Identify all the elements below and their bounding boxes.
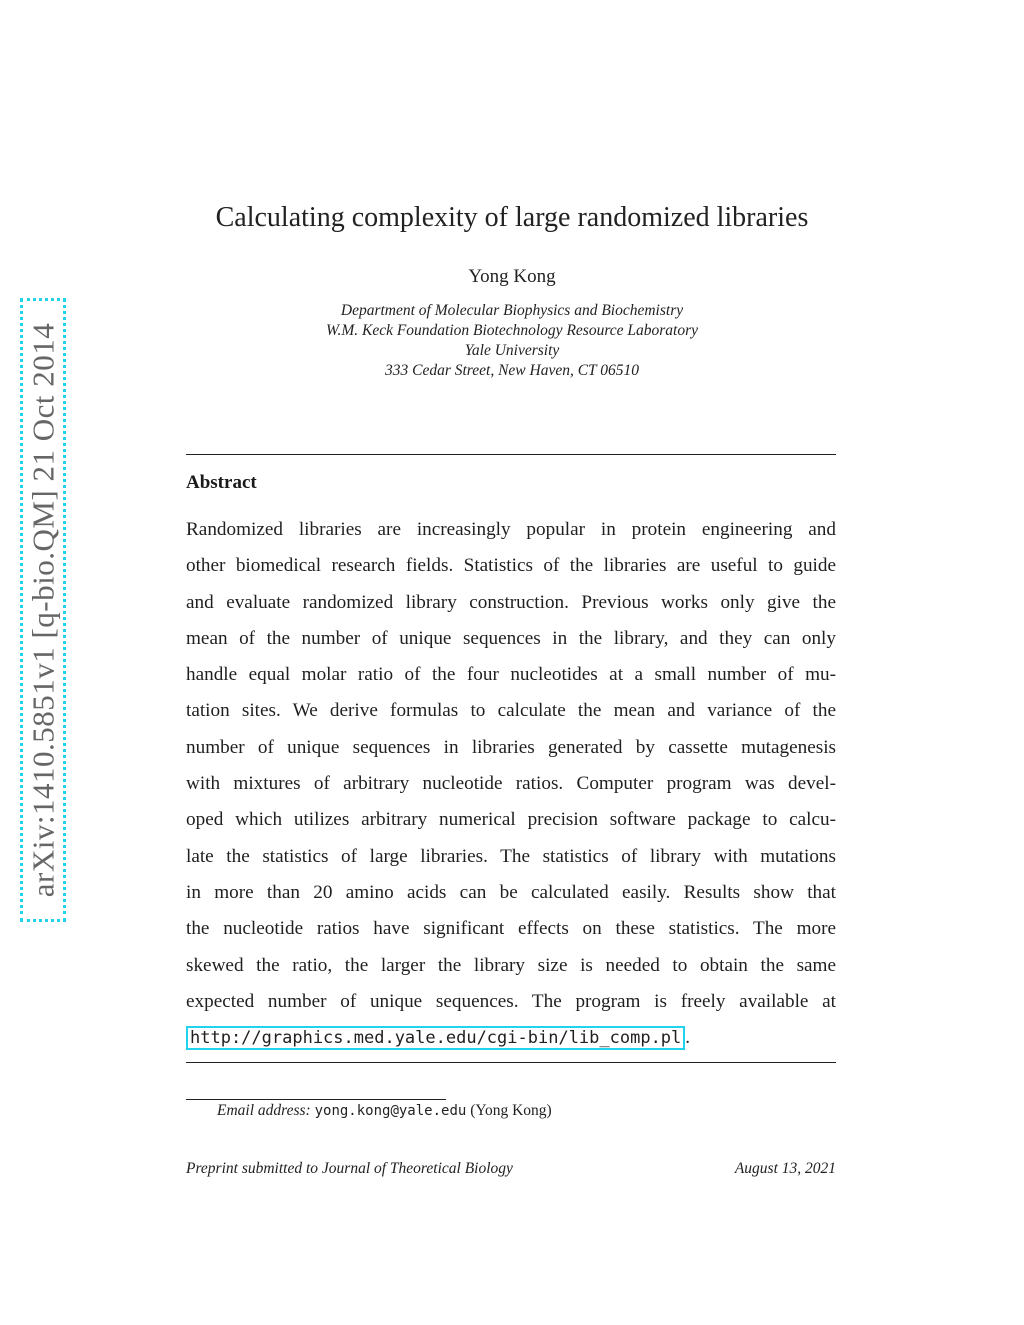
abstract-line: tation sites. We derive formulas to calculate the mean and variance of the: [186, 700, 836, 722]
abstract-line: Randomized libraries are increasingly popular in protein engineering and: [186, 519, 836, 540]
footnote-rule: [186, 1099, 446, 1100]
affiliation-line: W.M. Keck Foundation Biotechnology Resource Laboratory: [325, 322, 699, 339]
abstract-top-rule: [186, 454, 836, 455]
arxiv-identifier: arXiv:1410.5851v1 [q-bio.QM] 21 Oct 2014: [25, 322, 60, 898]
preprint-note: Preprint submitted to Journal of Theoretical Biology: [186, 1160, 513, 1177]
abstract-body: [186, 512, 836, 1056]
abstract-line: the nucleotide ratios have significant effects on these statistics. The more: [186, 918, 836, 940]
affiliation-block: [0, 301, 1024, 381]
email-footnote: [217, 1102, 552, 1120]
abstract-line: mean of the number of unique sequences in the library, and they can only: [186, 627, 836, 649]
abstract-line: in more than 20 amino acids can be calculated easily. Results show that: [186, 881, 836, 903]
abstract-line: and evaluate randomized library construction. Previous works only give the: [186, 591, 836, 613]
paper-title: Calculating complexity of large randomized libraries: [215, 202, 809, 233]
abstract-line: expected number of unique sequences. The program is freely available at: [186, 990, 836, 1012]
program-url-link[interactable]: http://graphics.med.yale.edu/cgi-bin/lib_comp.pl: [186, 1026, 685, 1050]
preprint-date: August 13, 2021: [734, 1160, 836, 1177]
affiliation-line: Yale University: [464, 342, 560, 359]
abstract-line: oped which utilizes arbitrary numerical precision software package to calcu-: [186, 809, 836, 831]
arxiv-stamp[interactable]: [20, 298, 66, 922]
abstract-url-line: [186, 1020, 836, 1056]
email-address[interactable]: yong.kong@yale.edu: [314, 1103, 467, 1119]
abstract-line: other biomedical research fields. Statistics of the libraries are useful to guide: [186, 555, 836, 577]
abstract-line: handle equal molar ratio of the four nucleotides at a small number of mu-: [186, 664, 836, 686]
abstract-line: late the statistics of large libraries. The statistics of library with mutations: [186, 845, 836, 867]
email-label: Email address:: [217, 1102, 311, 1119]
abstract-line: number of unique sequences in libraries generated by cassette mutagenesis: [186, 736, 836, 758]
abstract-bottom-rule: [186, 1062, 836, 1063]
abstract-line: with mixtures of arbitrary nucleotide ratios. Computer program was devel-: [186, 773, 836, 795]
abstract-heading: Abstract: [186, 472, 257, 493]
affiliation-line: 333 Cedar Street, New Haven, CT 06510: [384, 362, 640, 379]
affiliation-line: Department of Molecular Biophysics and Biochemistry: [340, 302, 684, 319]
abstract-line: skewed the ratio, the larger the library size is needed to obtain the same: [186, 954, 836, 976]
author-name: Yong Kong: [468, 266, 556, 287]
url-period: .: [685, 1027, 691, 1049]
email-owner: (Yong Kong): [470, 1102, 552, 1119]
